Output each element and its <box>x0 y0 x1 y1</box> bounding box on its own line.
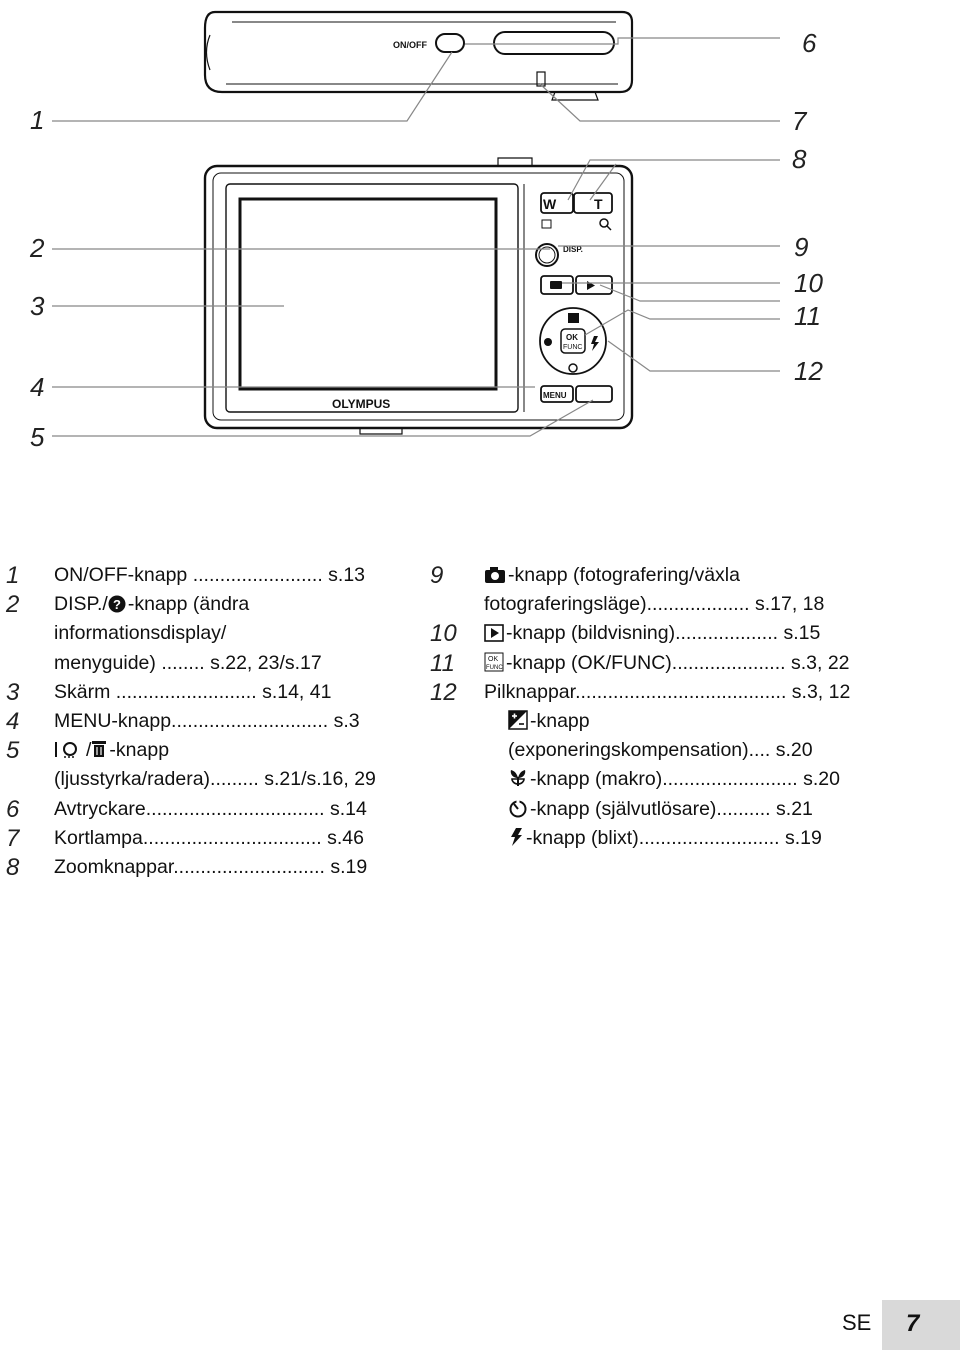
playback-icon <box>484 624 504 642</box>
list-item: -knapp (självutlösare).......... s.21 <box>484 795 884 824</box>
zoom-t-label: T <box>594 196 603 212</box>
left-parts-list <box>6 561 414 882</box>
selftimer-icon <box>508 798 528 818</box>
language-code: SE <box>842 1310 872 1335</box>
disp-label: DISP. <box>563 245 583 254</box>
list-item: (ljusstyrka/radera)......... s.21/s.16, 29 <box>54 768 376 791</box>
ok-func-icon <box>484 652 504 672</box>
page-number: 7 <box>906 1310 920 1337</box>
callout-2: 2 <box>30 233 45 263</box>
list-item: 4 MENU-knapp............................. s.3 <box>6 708 360 736</box>
list-item: -knapp (makro)......................... s.20 <box>484 765 884 794</box>
shutter-button-shape <box>494 32 614 54</box>
list-item: -knapp <box>484 707 884 736</box>
trash-icon <box>91 739 107 759</box>
menu-label: MENU <box>543 391 567 400</box>
callout-6: 6 <box>802 28 817 58</box>
list-item: 5 / -knapp <box>6 737 170 765</box>
right-parts-list <box>430 561 884 853</box>
callout-10: 10 <box>794 268 823 298</box>
help-icon <box>108 595 126 613</box>
camera-top-view <box>205 12 632 100</box>
list-item: 9 -knapp (fotografering/växla <box>430 562 740 589</box>
list-item: 6 Avtryckare................................. s.14 <box>6 795 367 823</box>
list-item: 10 -knapp (bildvisning)................... s.15 <box>430 620 821 648</box>
zoom-w-label: W <box>543 196 557 212</box>
callout-12: 12 <box>794 356 823 386</box>
on-off-button-shape <box>436 34 464 52</box>
ok-label: OK <box>566 333 578 342</box>
list-item: 1 ON/OFF-knapp ........................ s.13 <box>6 562 366 589</box>
svg-text:OK: OK <box>488 655 499 663</box>
screen-shape <box>240 199 496 389</box>
callout-3: 3 <box>30 291 45 321</box>
on-off-label: ON/OFF <box>393 40 427 50</box>
list-item: 11 OK FUNC -knapp (OK/FUNC)..................... s.3, 22 <box>430 649 850 677</box>
exposure-icon <box>508 710 528 730</box>
callout-11: 11 <box>794 301 821 331</box>
list-item: 2 DISP./ ? -knapp (ändra <box>6 591 250 619</box>
list-item: fotograferingsläge)................... s.17, 18 <box>484 593 825 616</box>
page-footer <box>842 1300 960 1350</box>
callout-1: 1 <box>30 105 45 135</box>
list-item: 12 Pilknappar....................................... s.3, 12 <box>430 678 851 706</box>
callout-5: 5 <box>30 422 45 452</box>
svg-text:FUNC: FUNC <box>486 664 503 671</box>
callout-9: 9 <box>794 232 809 262</box>
list-item: menyguide) ........ s.22, 23/s.17 <box>54 651 322 674</box>
list-item: 8 Zoomknappar............................ s.19 <box>6 854 368 882</box>
macro-icon <box>508 768 528 788</box>
camera-icon <box>484 566 506 584</box>
list-item: informationsdisplay/ <box>54 622 227 645</box>
page-number-box <box>882 1300 960 1350</box>
camera-diagram <box>0 0 960 480</box>
brightness-icon <box>54 739 84 759</box>
callout-7: 7 <box>792 106 807 136</box>
callout-4: 4 <box>30 372 45 402</box>
list-item: 3 Skärm .......................... s.14, 41 <box>6 678 332 706</box>
svg-text:?: ? <box>112 597 121 613</box>
olympus-logo: OLYMPUS <box>332 397 391 411</box>
flash-icon <box>508 827 524 847</box>
list-item: -knapp (blixt).......................... s.19 <box>484 824 884 853</box>
callout-8: 8 <box>792 144 807 174</box>
leader-lines <box>52 38 780 436</box>
list-item: (exponeringskompensation).... s.20 <box>508 739 813 762</box>
func-label: FUNC <box>563 344 583 351</box>
list-item: 7 Kortlampa................................. s.46 <box>6 824 364 852</box>
